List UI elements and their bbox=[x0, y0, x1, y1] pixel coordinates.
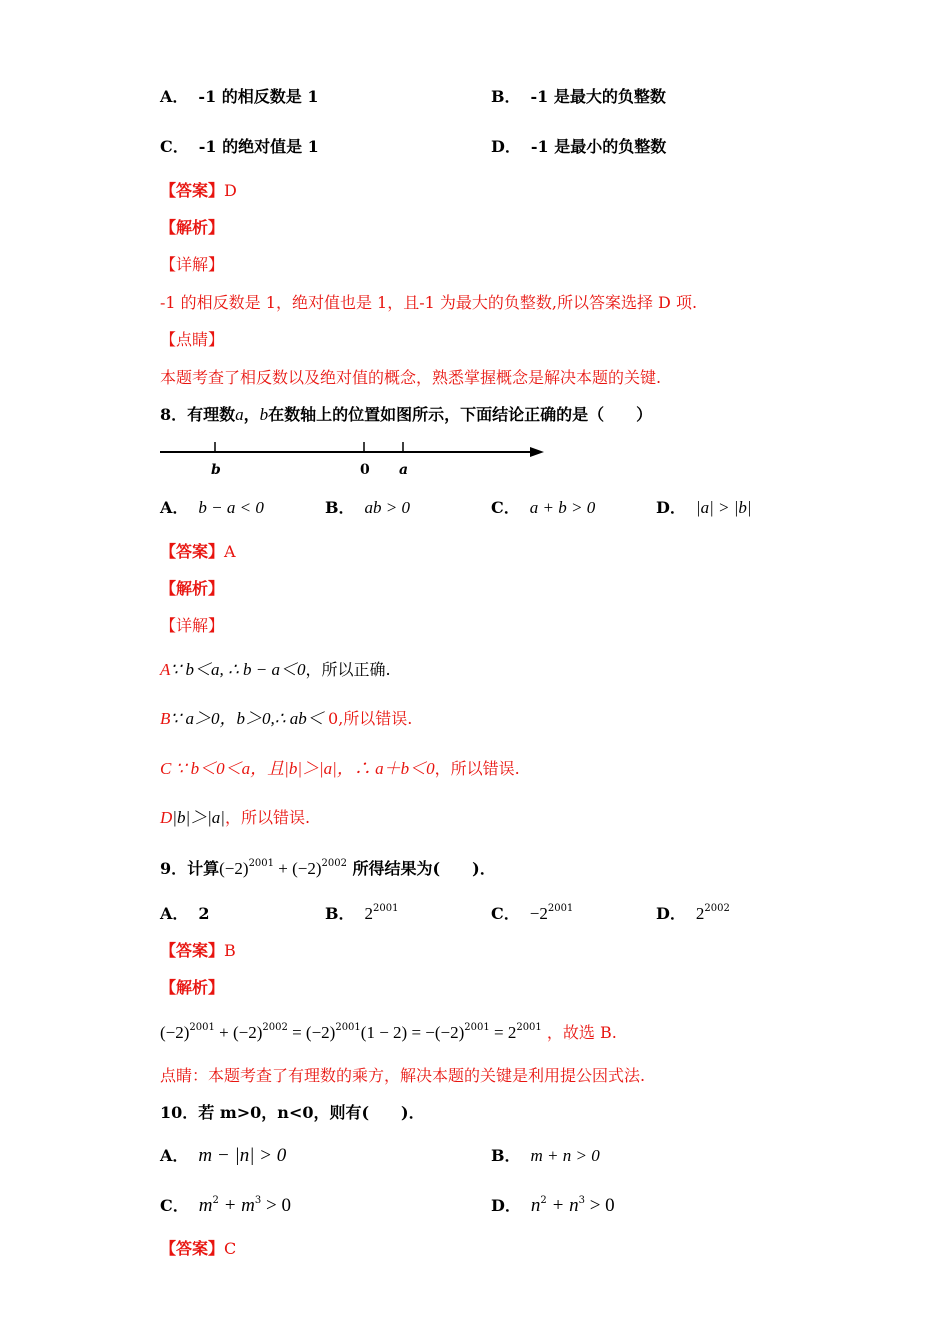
option-math: a + b > 0 bbox=[529, 498, 596, 517]
option-label: D． bbox=[656, 904, 686, 923]
q9-option-a bbox=[160, 903, 210, 925]
option-exp: 2001 bbox=[373, 903, 399, 914]
option-label: C． bbox=[160, 1196, 189, 1215]
option-end: > 0 bbox=[584, 1195, 615, 1216]
label-b: b bbox=[211, 462, 221, 478]
q8-solution-line-d bbox=[160, 807, 310, 829]
q10-stem: 10．若 m>0，n<0，则有( )． bbox=[160, 1103, 425, 1122]
q8-detail-tag: 【详解】 bbox=[160, 616, 225, 635]
q7-answer bbox=[160, 180, 237, 202]
option-text: -1 是最大的负整数 bbox=[530, 87, 666, 106]
line-math: ∵ b＜a, ∴ b − a＜0 bbox=[170, 660, 306, 679]
line-tail: 0,所以错误. bbox=[328, 709, 413, 728]
axis-arrow bbox=[530, 447, 544, 457]
q9-solution bbox=[160, 1022, 617, 1044]
option-base: 2 bbox=[198, 904, 210, 923]
sol-exp5: 2001 bbox=[516, 1022, 542, 1033]
option-math: |a| > |b| bbox=[695, 498, 752, 517]
q10-option-d bbox=[491, 1195, 615, 1217]
q7-comment-tag: 【点睛】 bbox=[160, 330, 225, 349]
number-line-figure bbox=[160, 438, 550, 480]
q9-analysis-tag: 【解析】 bbox=[160, 978, 225, 997]
line-tail: ，所以正确. bbox=[305, 660, 391, 679]
option-m1: m bbox=[198, 1195, 213, 1216]
answer-value: B bbox=[224, 941, 236, 960]
option-label: A． bbox=[160, 904, 189, 923]
option-text: -1 是最小的负整数 bbox=[530, 137, 667, 156]
q7-option-c bbox=[160, 136, 319, 158]
sol-exp1: 2001 bbox=[189, 1022, 215, 1033]
sol-exp4: 2001 bbox=[464, 1022, 490, 1033]
sol-exp2: 2002 bbox=[262, 1022, 288, 1033]
q8-solution-line-c bbox=[160, 758, 520, 780]
q9-option-d bbox=[656, 903, 730, 925]
line-head: D bbox=[160, 808, 173, 827]
line-tail: ，所以错误. bbox=[224, 808, 311, 827]
sol-tail: ，故选 B. bbox=[541, 1023, 617, 1042]
option-mid: + m bbox=[218, 1195, 255, 1216]
q8-stem bbox=[160, 404, 652, 426]
option-end: > 0 bbox=[261, 1195, 291, 1216]
q9-base-1: (−2) bbox=[219, 859, 249, 878]
q8-var-b: b bbox=[259, 405, 269, 424]
q8-analysis-tag: 【解析】 bbox=[160, 579, 225, 598]
q9-option-b bbox=[325, 903, 398, 925]
q8-answer bbox=[160, 541, 236, 563]
option-label: B． bbox=[325, 498, 355, 517]
q7-option-b bbox=[491, 86, 666, 108]
line-head: C bbox=[160, 759, 172, 778]
option-exp: 2001 bbox=[547, 903, 574, 914]
option-label: B． bbox=[491, 87, 521, 106]
q10-answer bbox=[160, 1238, 236, 1260]
label-zero: 0 bbox=[360, 462, 370, 478]
q7-analysis-tag: 【解析】 bbox=[160, 218, 225, 237]
q7-detail-tag: 【详解】 bbox=[160, 255, 225, 274]
q8-option-b bbox=[325, 497, 410, 519]
q9-stem bbox=[160, 858, 496, 880]
option-math: b − a < 0 bbox=[198, 498, 264, 517]
option-label: A． bbox=[160, 498, 189, 517]
q9-base-2: (−2) bbox=[292, 859, 322, 878]
answer-tag: 【答案】 bbox=[160, 181, 225, 200]
sol-part3: = (−2) bbox=[287, 1023, 336, 1042]
option-text: -1 的相反数是 1 bbox=[198, 87, 319, 106]
q10-option-b bbox=[491, 1145, 600, 1167]
sol-part4: (1 − 2) = −(−2) bbox=[360, 1023, 465, 1042]
option-label: B． bbox=[325, 904, 355, 923]
q8-stem-prefix: 8．有理数 bbox=[160, 405, 236, 424]
option-base: −2 bbox=[529, 904, 548, 923]
line-math: ∵ b＜0＜a，且|b|＞|a|，∴ a＋b＜0 bbox=[171, 759, 435, 778]
sol-part1: (−2) bbox=[160, 1023, 190, 1042]
label-a: a bbox=[399, 462, 409, 478]
option-label: A． bbox=[160, 1146, 189, 1165]
option-e1: 2 bbox=[540, 1195, 547, 1206]
q9-plus: + bbox=[274, 859, 293, 878]
q9-exp-1: 2001 bbox=[248, 858, 275, 869]
answer-value: A bbox=[224, 542, 236, 561]
option-label: A． bbox=[160, 87, 189, 106]
option-label: C． bbox=[160, 137, 189, 156]
answer-tag: 【答案】 bbox=[160, 941, 225, 960]
option-mid: + n bbox=[546, 1195, 579, 1216]
q8-solution-line-a bbox=[160, 659, 391, 681]
option-e2: 3 bbox=[578, 1195, 585, 1206]
option-text: -1 的绝对值是 1 bbox=[198, 137, 319, 156]
line-head: A bbox=[160, 660, 171, 679]
answer-tag: 【答案】 bbox=[160, 1239, 225, 1258]
line-math: |b|＞|a| bbox=[172, 808, 225, 827]
q8-option-c bbox=[491, 497, 595, 519]
option-label: B． bbox=[491, 1146, 521, 1165]
sol-part2: + (−2) bbox=[214, 1023, 263, 1042]
option-base: 2 bbox=[364, 904, 374, 923]
q10-option-c bbox=[160, 1195, 291, 1217]
q7-comment-text: 本题考查了相反数以及绝对值的概念，熟悉掌握概念是解决本题的关键. bbox=[160, 368, 662, 387]
line-tail: ，所以错误. bbox=[434, 759, 520, 778]
q9-answer bbox=[160, 940, 236, 962]
option-base: 2 bbox=[695, 904, 705, 923]
answer-tag: 【答案】 bbox=[160, 542, 225, 561]
q9-exp-2: 2002 bbox=[321, 858, 347, 869]
answer-value: D bbox=[224, 181, 237, 200]
q9-stem-prefix: 9．计算 bbox=[160, 859, 220, 878]
option-label: D． bbox=[491, 137, 521, 156]
q8-option-a bbox=[160, 497, 264, 519]
option-math: ab > 0 bbox=[364, 498, 411, 517]
q7-option-d bbox=[491, 136, 666, 158]
q7-detail-text: -1 的相反数是 1，绝对值也是 1，且-1 为最大的负整数,所以答案选择 D 项. bbox=[160, 293, 698, 312]
q8-stem-suffix: 在数轴上的位置如图所示，下面结论正确的是（ ） bbox=[268, 405, 653, 424]
q8-solution-line-b bbox=[160, 708, 412, 730]
sol-part5: = 2 bbox=[489, 1023, 517, 1042]
option-label: C． bbox=[491, 904, 520, 923]
option-label: C． bbox=[491, 498, 520, 517]
q7-option-a bbox=[160, 86, 318, 108]
line-head: B bbox=[160, 709, 171, 728]
answer-value: C bbox=[224, 1239, 237, 1258]
q8-option-d bbox=[656, 497, 752, 519]
option-label: D． bbox=[656, 498, 686, 517]
q8-var-a: a bbox=[235, 405, 244, 424]
q10-option-a bbox=[160, 1145, 286, 1167]
option-math: m − |n| > 0 bbox=[198, 1145, 287, 1166]
sol-exp3: 2001 bbox=[335, 1022, 361, 1033]
option-e2: 3 bbox=[254, 1195, 262, 1206]
option-m1: n bbox=[530, 1195, 541, 1216]
option-exp: 2002 bbox=[704, 903, 730, 914]
option-label: D． bbox=[491, 1196, 521, 1215]
option-math: m + n > 0 bbox=[530, 1146, 600, 1165]
q8-sep: ， bbox=[243, 405, 260, 424]
line-math: ∵ a＞0，b＞0,∴ ab＜ bbox=[170, 709, 329, 728]
q9-comment: 点睛：本题考查了有理数的乘方，解决本题的关键是利用提公因式法. bbox=[160, 1066, 646, 1085]
q9-stem-suffix: 所得结果为( )． bbox=[346, 859, 496, 878]
q9-option-c bbox=[491, 903, 573, 925]
option-e1: 2 bbox=[212, 1195, 219, 1206]
